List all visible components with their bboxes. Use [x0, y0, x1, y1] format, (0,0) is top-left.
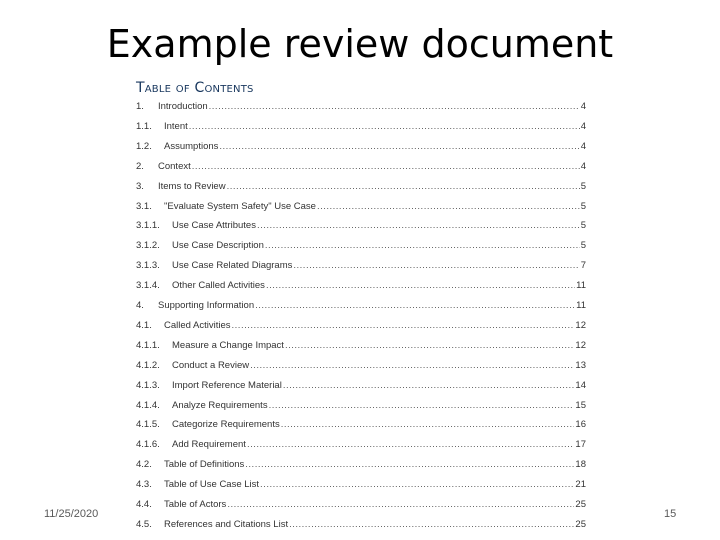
toc-entry-title: Called Activities [164, 319, 231, 331]
toc-entry-number: 4. [136, 300, 144, 311]
toc-entry-number: 4.1.4. [136, 399, 160, 411]
toc-entry[interactable] [136, 320, 586, 334]
toc-entry-title: Use Case Related Diagrams [172, 260, 293, 272]
toc-leader-dots [289, 519, 574, 530]
toc-entry-page: 12 [575, 339, 586, 351]
toc-leader-dots [209, 101, 580, 112]
toc-entry[interactable] [136, 121, 586, 135]
toc-entry-number: 4.1.1. [136, 339, 160, 351]
toc-entry-title: Add Requirement [172, 439, 246, 451]
toc-entry-page: 15 [575, 399, 586, 411]
toc-entry[interactable] [136, 519, 586, 533]
slide-number: 15 [664, 508, 677, 520]
toc-entry[interactable] [136, 459, 586, 473]
toc-entry-number: 3.1. [136, 200, 152, 212]
toc-leader-dots [283, 380, 575, 391]
toc-entry-number: 1. [136, 101, 144, 112]
toc-entry-page: 4 [580, 160, 586, 172]
toc-leader-dots [260, 479, 574, 490]
toc-entry[interactable] [136, 340, 586, 354]
toc-entry-title: Measure a Change Impact [172, 339, 284, 351]
toc-entry-page: 17 [575, 439, 586, 451]
toc-entry[interactable] [136, 161, 586, 175]
toc-entry-page: 11 [576, 280, 586, 292]
toc-entry[interactable] [136, 101, 586, 115]
toc-entry-title: Other Called Activities [172, 280, 265, 292]
toc-entry-number: 4.3. [136, 479, 152, 491]
toc-entry-number: 4.1.3. [136, 379, 160, 391]
toc-entry[interactable] [136, 360, 586, 374]
toc-entry-title: Introduction [158, 101, 208, 112]
toc-leader-dots [257, 220, 580, 231]
toc-entry-page: 5 [580, 240, 586, 252]
toc-entry[interactable] [136, 260, 586, 274]
toc-entry-page: 5 [580, 200, 586, 212]
toc-entry-title: Table of Use Case List [164, 479, 260, 491]
toc-entry-page: 11 [576, 300, 586, 311]
table-of-contents [122, 76, 592, 534]
toc-leader-dots [189, 121, 580, 132]
toc-entry-number: 3. [136, 180, 144, 192]
toc-entry[interactable] [136, 220, 586, 234]
toc-entry-number: 3.1.2. [136, 240, 160, 252]
toc-entry-page: 4 [580, 101, 586, 112]
toc-entry-title: Categorize Requirements [172, 419, 280, 431]
toc-entry[interactable] [136, 240, 586, 254]
toc-entry[interactable] [136, 141, 586, 155]
toc-entry-number: 3.1.1. [136, 220, 160, 232]
toc-entry-title: Analyze Requirements [172, 399, 268, 411]
toc-leader-dots [250, 360, 574, 371]
toc-entry-title: Intent [164, 120, 188, 132]
toc-entry[interactable] [136, 400, 586, 414]
toc-leader-dots [317, 201, 580, 212]
toc-entry-number: 4.1. [136, 319, 152, 331]
toc-heading: Table of Contents [136, 80, 254, 96]
toc-entry[interactable] [136, 300, 586, 314]
toc-leader-dots [232, 320, 575, 331]
toc-entry-title: Table of Actors [164, 499, 227, 510]
toc-entry-title: Table of Definitions [164, 459, 245, 471]
toc-entry[interactable] [136, 479, 586, 493]
toc-entry-title: Supporting Information [158, 300, 255, 311]
toc-entry-title: Use Case Attributes [172, 220, 256, 232]
toc-entry-title: Use Case Description [172, 240, 264, 252]
toc-entry[interactable] [136, 380, 586, 394]
toc-leader-dots [266, 280, 575, 291]
toc-entry[interactable] [136, 181, 586, 195]
toc-entry-page: 12 [575, 319, 586, 331]
slide-title: Example review document [106, 22, 614, 66]
toc-entry[interactable] [136, 439, 586, 453]
slide-date: 11/25/2020 [44, 508, 99, 520]
toc-entry-number: 4.4. [136, 499, 152, 510]
toc-leader-dots [265, 240, 580, 251]
toc-leader-dots [245, 459, 574, 470]
toc-entry-page: 25 [575, 518, 586, 530]
toc-leader-dots [281, 419, 575, 430]
toc-entry-number: 1.1. [136, 120, 152, 132]
toc-entry-title: "Evaluate System Safety" Use Case [164, 200, 316, 212]
toc-entry-title: Import Reference Material [172, 379, 282, 391]
toc-entry-page: 5 [580, 220, 586, 232]
toc-leader-dots [192, 161, 580, 172]
toc-entry[interactable] [136, 280, 586, 294]
toc-leader-dots [285, 340, 574, 351]
toc-leader-dots [247, 439, 574, 450]
toc-leader-dots [227, 181, 580, 192]
toc-entry-number: 1.2. [136, 140, 152, 152]
toc-entry-number: 4.1.2. [136, 359, 160, 371]
toc-leader-dots [269, 400, 575, 411]
toc-entry-number: 2. [136, 160, 144, 172]
toc-entry-page: 13 [575, 359, 586, 371]
toc-entry-title: Context [158, 160, 191, 172]
toc-entry-title: References and Citations List [164, 518, 289, 530]
toc-entry-number: 3.1.4. [136, 280, 160, 292]
toc-leader-dots [219, 141, 579, 152]
toc-entry-number: 4.1.5. [136, 419, 160, 431]
toc-entry[interactable] [136, 419, 586, 433]
toc-entry-page: 4 [580, 140, 586, 152]
toc-entry-page: 4 [580, 120, 586, 132]
toc-entry[interactable] [136, 499, 586, 513]
toc-entry-page: 5 [580, 180, 586, 192]
toc-entry-page: 21 [575, 479, 586, 491]
toc-entry-page: 7 [580, 260, 586, 272]
toc-leader-dots [293, 260, 579, 271]
toc-leader-dots [227, 499, 574, 510]
toc-entry-title: Items to Review [158, 180, 226, 192]
toc-entry-page: 16 [575, 419, 586, 431]
toc-entry-number: 4.1.6. [136, 439, 160, 451]
toc-entry-title: Conduct a Review [172, 359, 250, 371]
toc-entry-page: 14 [575, 379, 586, 391]
toc-entry-page: 25 [575, 499, 586, 510]
toc-entry[interactable] [136, 201, 586, 215]
toc-entry-number: 4.2. [136, 459, 152, 471]
toc-leader-dots [255, 300, 575, 311]
toc-entry-page: 18 [575, 459, 586, 471]
toc-entry-number: 3.1.3. [136, 260, 160, 272]
toc-entry-number: 4.5. [136, 518, 152, 530]
toc-entry-title: Assumptions [164, 140, 219, 152]
